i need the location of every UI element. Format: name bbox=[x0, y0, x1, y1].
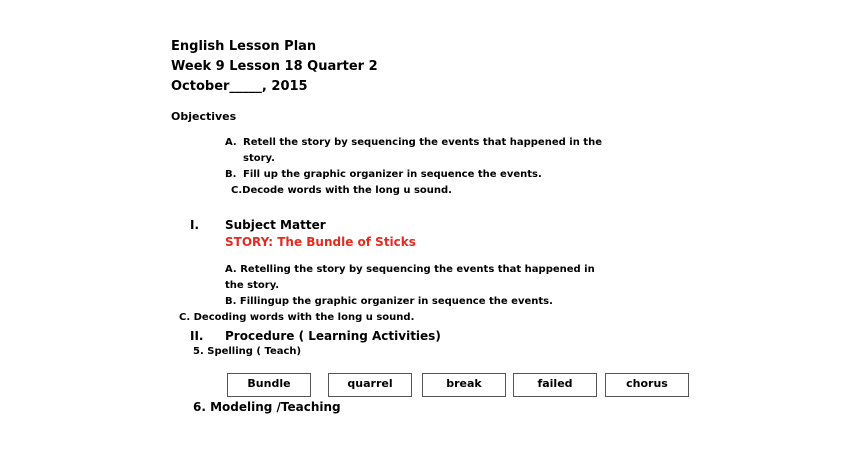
objective-c-text: C.Decode words with the long u sound. bbox=[231, 185, 452, 196]
modeling-line: 6. Modeling /Teaching bbox=[193, 400, 341, 414]
date-line: October_____, 2015 bbox=[171, 79, 308, 94]
spelling-line: 5. Spelling ( Teach) bbox=[193, 346, 302, 357]
objective-b-text: Fill up the graphic organizer in sequence the events. bbox=[243, 169, 542, 180]
section-ii-numeral: II. bbox=[190, 329, 204, 343]
week-lesson-line: Week 9 Lesson 18 Quarter 2 bbox=[171, 59, 378, 74]
objective-b-marker: B. bbox=[225, 169, 237, 180]
word-box-failed: failed bbox=[513, 373, 597, 397]
word-box-quarrel: quarrel bbox=[328, 373, 412, 397]
objective-a-line2: story. bbox=[243, 153, 275, 164]
section-i-numeral: I. bbox=[190, 218, 200, 232]
document-title: English Lesson Plan bbox=[171, 39, 317, 54]
objective-a-line1: Retell the story by sequencing the events that happened in the bbox=[243, 137, 602, 148]
subject-a-line1: A. Retelling the story by sequencing the events that happened in bbox=[225, 264, 595, 275]
subject-a-line2: the story. bbox=[225, 280, 280, 291]
word-box-break: break bbox=[422, 373, 506, 397]
objective-a-marker: A. bbox=[225, 137, 237, 148]
subject-c-text: C. Decoding words with the long u sound. bbox=[179, 312, 415, 323]
word-box-bundle: Bundle bbox=[227, 373, 311, 397]
word-box-chorus: chorus bbox=[605, 373, 689, 397]
objectives-heading: Objectives bbox=[171, 110, 237, 123]
story-title: STORY: The Bundle of Sticks bbox=[225, 235, 416, 249]
procedure-heading: Procedure ( Learning Activities) bbox=[225, 329, 441, 343]
subject-matter-heading: Subject Matter bbox=[225, 218, 326, 232]
subject-b-text: B. Fillingup the graphic organizer in sequence the events. bbox=[225, 296, 553, 307]
